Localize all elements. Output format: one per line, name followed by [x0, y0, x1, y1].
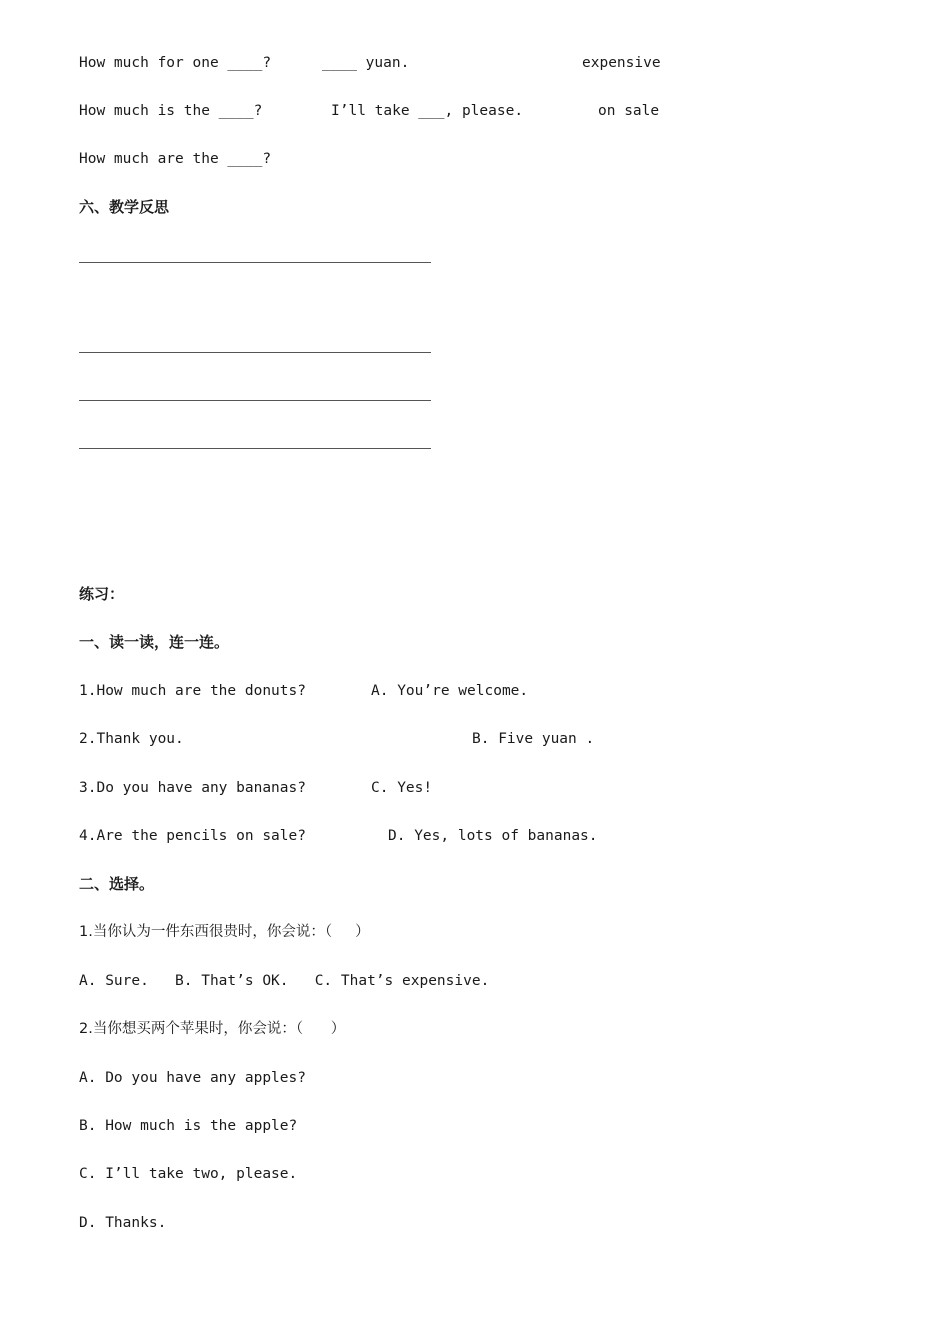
match-answer-c: C. Yes! — [371, 780, 433, 796]
vocab-row-1-col-1: How much for one ____? — [79, 55, 272, 71]
section-1-heading: 一、读一读，连一连。 — [79, 633, 230, 651]
choice-question-2-option-a: A. Do you have any apples? — [79, 1070, 306, 1086]
section-2-heading: 二、选择。 — [79, 875, 155, 893]
reflection-blank-line — [79, 448, 431, 449]
choice-question-2-option-b: B. How much is the apple? — [79, 1118, 298, 1134]
vocab-row-2-col-1: How much is the ____? — [79, 103, 263, 119]
vocab-row-2-col-2: I’ll take ___, please. — [331, 103, 524, 119]
practice-title: 练习： — [79, 585, 125, 603]
reflection-heading: 六、教学反思 — [79, 198, 170, 216]
match-answer-a: A. You’re welcome. — [371, 683, 529, 699]
vocab-row-1-col-2: ____ yuan. — [322, 55, 410, 71]
choice-question-2-option-d: D. Thanks. — [79, 1215, 167, 1231]
match-question-4: 4.Are the pencils on sale? — [79, 828, 306, 844]
match-question-3: 3.Do you have any bananas? — [79, 780, 306, 796]
reflection-blank-line — [79, 400, 431, 401]
choice-question-1-options: A. Sure. B. That’s OK. C. That’s expensive. — [79, 973, 490, 989]
vocab-row-3-col-1: How much are the ____? — [79, 151, 272, 167]
match-answer-d: D. Yes, lots of bananas. — [388, 828, 598, 844]
vocab-row-2-col-3: on sale — [598, 103, 660, 119]
vocab-row-1-col-3: expensive — [582, 55, 661, 71]
match-question-1: 1.How much are the donuts? — [79, 683, 306, 699]
reflection-blank-line — [79, 262, 431, 263]
choice-question-2-option-c: C. I’ll take two, please. — [79, 1166, 298, 1182]
match-question-2: 2.Thank you. — [79, 731, 184, 747]
match-answer-b: B. Five yuan . — [472, 731, 595, 747]
choice-question-1-stem: 1.当你认为一件东西很贵时，你会说：（ ） — [79, 924, 370, 940]
reflection-blank-line — [79, 352, 431, 353]
choice-question-2-stem: 2.当你想买两个苹果时，你会说：（ ） — [79, 1021, 346, 1037]
